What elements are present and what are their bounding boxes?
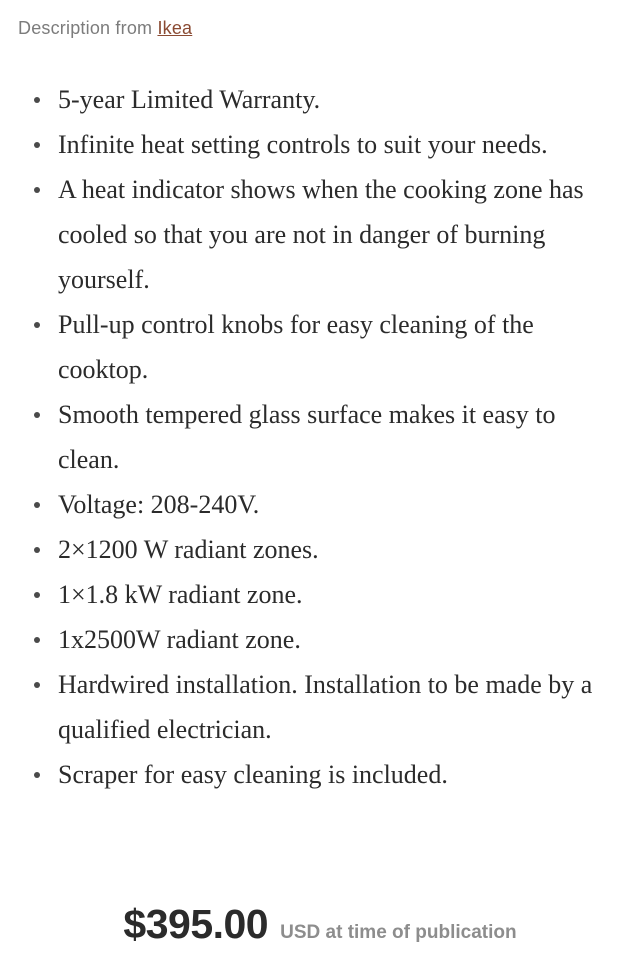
list-item: A heat indicator shows when the cooking zone has cooled so that you are not in danger of burning yourself. [28,167,616,302]
price-section [0,901,640,948]
list-item: 2×1200 W radiant zones. [28,527,616,572]
list-item: Voltage: 208-240V. [28,482,616,527]
attribution-prefix-label: Description from [18,18,158,38]
list-item: Hardwired installation. Installation to be made by a qualified electrician. [28,662,616,752]
list-item: Pull-up control knobs for easy cleaning of the cooktop. [28,302,616,392]
price-amount: $395.00 [123,901,269,947]
price-note-label: USD at time of publication [280,922,517,943]
list-item: 1×1.8 kW radiant zone. [28,572,616,617]
list-item: 5-year Limited Warranty. [28,77,616,122]
list-item: Infinite heat setting controls to suit your needs. [28,122,616,167]
source-link-ikea[interactable]: Ikea [157,18,193,38]
list-item: 1x2500W radiant zone. [28,617,616,662]
description-attribution [0,0,640,39]
feature-list [0,39,640,797]
list-item: Smooth tempered glass surface makes it easy to clean. [28,392,616,482]
list-item: Scraper for easy cleaning is included. [28,752,616,797]
